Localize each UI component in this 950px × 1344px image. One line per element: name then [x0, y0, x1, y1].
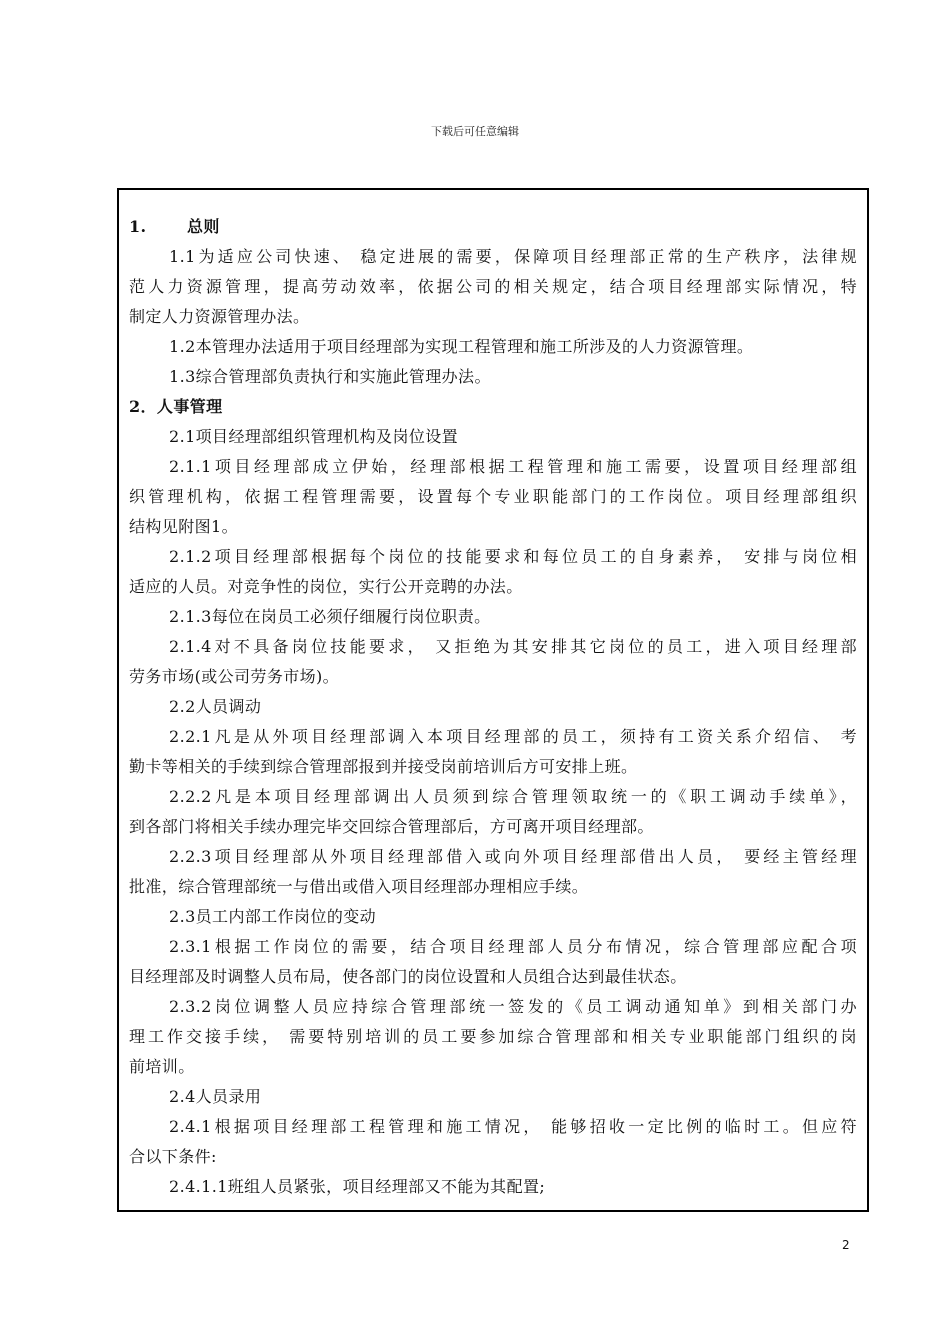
document-frame: [117, 188, 869, 1212]
paragraph-line: 1.2本管理办法适用于项目经理部为实现工程管理和施工所涉及的人力资源管理。: [169, 337, 754, 356]
header-note: 下载后可任意编辑: [431, 125, 519, 138]
paragraph-line: 2.3.1根据工作岗位的需要，结合项目经理部人员分布情况，综合管理部应配合项: [169, 937, 857, 956]
paragraph-line: 合以下条件:: [129, 1147, 217, 1166]
section-number: 1.: [129, 217, 147, 236]
paragraph-line: 织管理机构，依据工程管理需要，设置每个专业职能部门的工作岗位。项目经理部组织: [129, 487, 857, 506]
paragraph-line: 2.1.4对不具备岗位技能要求， 又拒绝为其安排其它岗位的员工，进入项目经理部: [169, 637, 857, 656]
paragraph-line: 2.3.2岗位调整人员应持综合管理部统一签发的《员工调动通知单》到相关部门办: [169, 997, 857, 1016]
paragraph-line: 2.1.2项目经理部根据每个岗位的技能要求和每位员工的自身素养， 安排与岗位相: [169, 547, 857, 566]
paragraph-line: 勤卡等相关的手续到综合管理部报到并接受岗前培训后方可安排上班。: [129, 757, 638, 776]
paragraph-line: 1.3综合管理部负责执行和实施此管理办法。: [169, 367, 491, 386]
paragraph-line: 2.4.1根据项目经理部工程管理和施工情况， 能够招收一定比例的临时工。但应符: [169, 1117, 857, 1136]
paragraph-line: 理工作交接手续， 需要特别培训的员工要参加综合管理部和相关专业职能部门组织的岗: [129, 1027, 857, 1046]
paragraph-line: 前培训。: [129, 1057, 195, 1076]
page-number: 2: [842, 1238, 850, 1252]
paragraph-line: 适应的人员。对竞争性的岗位，实行公开竞聘的办法。: [129, 577, 523, 596]
subsection-heading: 2.3员工内部工作岗位的变动: [169, 907, 377, 926]
subsection-heading: 2.2人员调动: [169, 697, 262, 716]
paragraph-line: 2.1.1项目经理部成立伊始，经理部根据工程管理和施工需要，设置项目经理部组: [169, 457, 857, 476]
subsection-heading: 2.4人员录用: [169, 1087, 262, 1106]
paragraph-line: 2.1.3每位在岗员工必须仔细履行岗位职责。: [169, 607, 491, 626]
paragraph-line: 范人力资源管理，提高劳动效率，依据公司的相关规定，结合项目经理部实际情况，特: [129, 277, 857, 296]
section-heading-1: [129, 212, 857, 242]
paragraph-line: 2.2.1凡是从外项目经理部调入本项目经理部的员工，须持有工资关系介绍信、 考: [169, 727, 857, 746]
paragraph-line: 2.4.1.1班组人员紧张，项目经理部又不能为其配置;: [169, 1177, 546, 1196]
paragraph-line: 制定人力资源管理办法。: [129, 307, 310, 326]
paragraph-line: 批准，综合管理部统一与借出或借入项目经理部办理相应手续。: [129, 877, 589, 896]
subsection-heading: 2.1项目经理部组织管理机构及岗位设置: [169, 427, 459, 446]
paragraph-line: 劳务市场(或公司劳务市场)。: [129, 667, 340, 686]
paragraph-line: 到各部门将相关手续办理完毕交回综合管理部后，方可离开项目经理部。: [129, 817, 654, 836]
document-body: [129, 212, 857, 1202]
paragraph-line: 结构见附图1。: [129, 517, 238, 536]
section-title: 总则: [187, 217, 220, 236]
paragraph-line: 2.2.2凡是本项目经理部调出人员须到综合管理领取统一的《职工调动手续单》，: [169, 787, 857, 806]
paragraph-line: 1.1为适应公司快速、 稳定进展的需要，保障项目经理部正常的生产秩序，法律规: [169, 247, 857, 266]
paragraph-line: 2.2.3项目经理部从外项目经理部借入或向外项目经理部借出人员， 要经主管经理: [169, 847, 857, 866]
paragraph-line: 目经理部及时调整人员布局，使各部门的岗位设置和人员组合达到最佳状态。: [129, 967, 687, 986]
section-heading-2: 2．人事管理: [129, 397, 223, 416]
